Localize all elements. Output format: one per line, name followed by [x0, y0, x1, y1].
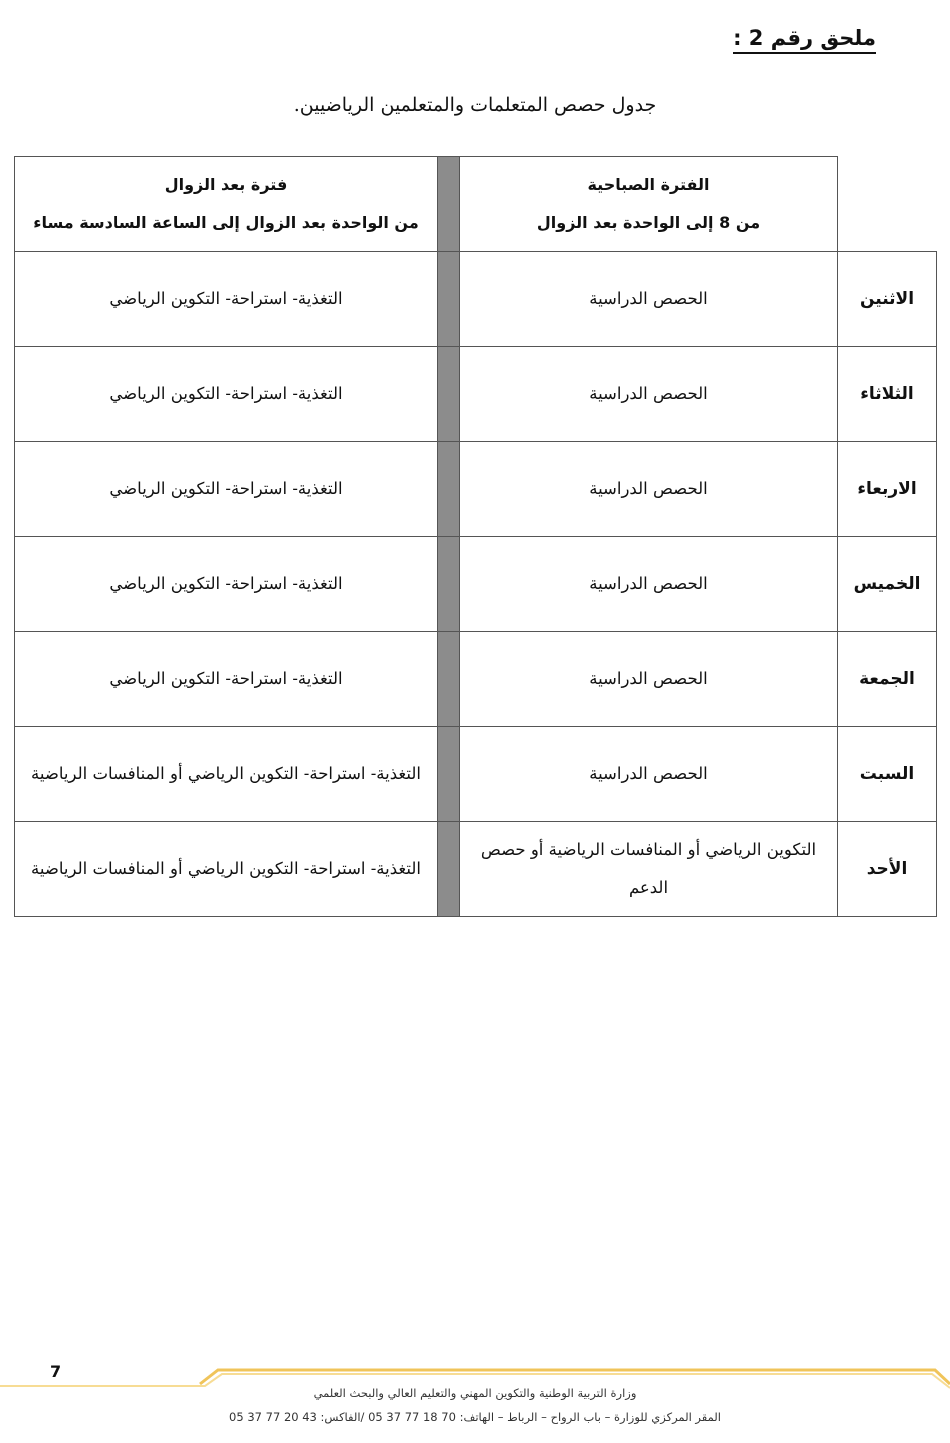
document-title: جدول حصص المتعلمات والمتعلمين الرياضيين. — [293, 94, 657, 116]
afternoon-cell: التغذية- استراحة- التكوين الرياضي — [109, 669, 343, 688]
table-row — [15, 537, 937, 632]
table-row — [15, 252, 937, 347]
afternoon-hours: من الواحدة بعد الزوال إلى الساعة السادسة مساء — [33, 213, 419, 232]
footer-address: المقر المركزي للوزارة – باب الرواح – الرباط – الهاتف: 70 18 77 37 05 /الفاكس: 43 20 77 37 05 — [229, 1410, 721, 1424]
morning-header — [460, 157, 838, 252]
corner-cell — [838, 157, 937, 252]
morning-hours: من 8 إلى الواحدة بعد الزوال — [536, 213, 761, 232]
morning-cell: الحصص الدراسية — [589, 764, 708, 783]
day-label: الخميس — [853, 574, 921, 594]
column-separator — [438, 252, 460, 347]
afternoon-cell: التغذية- استراحة- التكوين الرياضي — [109, 574, 343, 593]
column-separator — [438, 442, 460, 537]
morning-cell: الحصص الدراسية — [589, 479, 708, 498]
day-label: الجمعة — [859, 669, 915, 689]
column-separator — [438, 347, 460, 442]
afternoon-cell: التغذية- استراحة- التكوين الرياضي — [109, 289, 343, 308]
table-header-row — [15, 157, 937, 252]
table-row — [15, 442, 937, 537]
morning-title: الفترة الصباحية — [587, 175, 710, 194]
table-row — [15, 347, 937, 442]
page-number: 7 — [50, 1362, 62, 1381]
afternoon-title: فترة بعد الزوال — [164, 175, 288, 194]
afternoon-header — [15, 157, 438, 252]
column-separator — [438, 822, 460, 917]
day-label: الثلاثاء — [860, 384, 914, 404]
morning-cell: الحصص الدراسية — [589, 669, 708, 688]
afternoon-cell: التغذية- استراحة- التكوين الرياضي أو المنافسات الرياضية — [31, 859, 421, 878]
morning-cell: الحصص الدراسية — [589, 289, 708, 308]
footer-band-outer — [200, 1370, 950, 1384]
morning-cell: الحصص الدراسية — [589, 384, 708, 403]
day-label: السبت — [859, 764, 915, 784]
table-row — [15, 632, 937, 727]
footer-ministry: وزارة التربية الوطنية والتكوين المهني والتعليم العالي والبحث العلمي — [313, 1386, 637, 1400]
afternoon-cell: التغذية- استراحة- التكوين الرياضي أو المنافسات الرياضية — [31, 764, 421, 783]
schedule-table — [14, 156, 937, 917]
afternoon-cell: التغذية- استراحة- التكوين الرياضي — [109, 479, 343, 498]
column-separator — [438, 727, 460, 822]
day-label: الاربعاء — [857, 479, 917, 499]
morning-cell: الحصص الدراسية — [589, 574, 708, 593]
column-separator — [438, 157, 460, 252]
day-label: الاثنين — [859, 289, 915, 309]
morning-cell: التكوين الرياضي أو المنافسات الرياضية أو حصص الدعم — [480, 840, 817, 897]
day-label: الأحد — [866, 859, 908, 879]
table-row — [15, 727, 937, 822]
annex-label: ملحق رقم 2 : — [733, 26, 876, 54]
column-separator — [438, 537, 460, 632]
table-row — [15, 822, 937, 917]
column-separator — [438, 632, 460, 727]
afternoon-cell: التغذية- استراحة- التكوين الرياضي — [109, 384, 343, 403]
